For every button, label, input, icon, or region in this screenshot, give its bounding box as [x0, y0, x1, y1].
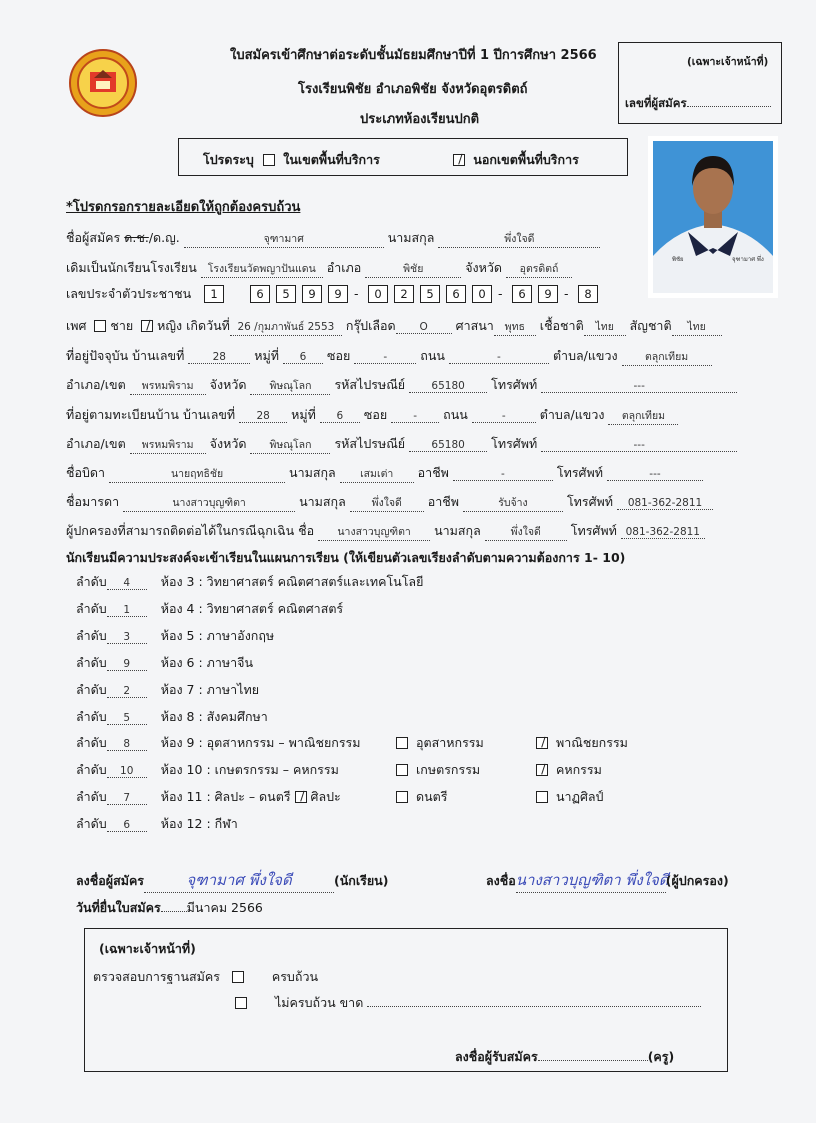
office-use-title: (เฉพาะเจ้าหน้าที่) — [99, 941, 196, 956]
id-digit[interactable]: 2 — [394, 285, 414, 303]
plan-option — [396, 760, 480, 780]
current-address-row1: ที่อยู่ปัจจุบัน บ้านเลขที่ 28 หมู่ที่ 6 ซอย - ถนน - ตำบล/แขวง ตลุกเทียม — [66, 346, 712, 366]
order-label: ลำดับ — [76, 735, 107, 751]
plan-option-label: อุตสาหกรรม — [416, 735, 484, 751]
order-label: ลำดับ — [76, 627, 107, 643]
order-label: ลำดับ — [76, 762, 107, 778]
plan-option — [536, 733, 628, 753]
in-zone-label: ในเขตพื้นที่บริการ — [283, 152, 380, 167]
school-name: โรงเรียนพิชัย อำเภอพิชัย จังหวัดอุตรดิตถ์ — [298, 82, 528, 97]
religion-field[interactable]: พุทธ — [494, 318, 536, 336]
plan-option-checkbox[interactable] — [396, 791, 408, 803]
plan-option-checkbox[interactable] — [396, 764, 408, 776]
first-name-field[interactable]: จุฑามาศ — [184, 230, 384, 248]
guardian-phone-field[interactable]: 081-362-2811 — [621, 526, 705, 539]
study-plan-row — [76, 653, 253, 673]
order-label: ลำดับ — [76, 681, 107, 697]
reg-subdistrict-field[interactable]: ตลุกเทียม — [608, 407, 678, 425]
id-digit[interactable]: 6 — [250, 285, 270, 303]
national-id-digits[interactable] — [204, 286, 604, 301]
current-moo-field[interactable]: 6 — [283, 351, 323, 364]
rank-field[interactable]: 7 — [107, 792, 147, 805]
id-digit[interactable]: 6 — [446, 285, 466, 303]
reg-province-field[interactable]: พิษณุโลก — [250, 436, 330, 454]
registered-address-row2: อำเภอ/เขต พรหมพิราม จังหวัด พิษณุโลก รหัสไปรษณีย์ 65180 โทรศัพท์ --- — [66, 434, 737, 454]
reg-moo-field[interactable]: 6 — [320, 410, 360, 423]
room-label: ห้อง 4 : วิทยาศาสตร์ คณิตศาสตร์ — [160, 600, 344, 616]
order-label: ลำดับ — [76, 574, 107, 589]
guardian-signature-row: ลงชื่อนางสาวบุญฑิตา พึ่งใจดี(ผู้ปกครอง) — [486, 868, 729, 893]
receiver-signature-row: ลงชื่อผู้รับสมัคร (ครู) — [455, 1049, 675, 1064]
submission-day-field[interactable] — [161, 911, 187, 912]
national-id-row: เลขประจำตัวประชาชน 1 6 5 9 9 - 0 2 5 6 0 - 6 9 - 8 — [66, 284, 604, 304]
current-house-field[interactable]: 28 — [188, 351, 250, 364]
order-label: ลำดับ — [76, 708, 107, 724]
study-plan-row — [76, 733, 361, 753]
room-label: ห้อง 10 : เกษตรกรรม – คหกรรม — [160, 762, 339, 778]
mother-row: ชื่อมารดา นางสาวบุญฑิตา นามสกุล พึ่งใจดี อาชีพ รับจ้าง โทรศัพท์ 081-362-2811 — [66, 492, 713, 512]
room-label: ห้อง 8 : สังคมศึกษา — [160, 708, 268, 724]
plan-option — [396, 787, 448, 807]
option-label: ศิลปะ — [310, 789, 341, 805]
id-separator: - — [563, 286, 569, 301]
rank-field[interactable]: 8 — [107, 738, 147, 751]
prev-district-field[interactable]: พิชัย — [365, 260, 461, 278]
out-zone-checkbox[interactable] — [453, 154, 465, 166]
rank-field[interactable]: 10 — [107, 765, 147, 778]
mother-name-field[interactable]: นางสาวบุญฑิตา — [123, 494, 295, 512]
room-label: ห้อง 5 : ภาษาอังกฤษ — [160, 627, 275, 643]
current-zip-field[interactable]: 65180 — [409, 380, 487, 393]
room-label: ห้อง 6 : ภาษาจีน — [160, 654, 254, 670]
plan-option-label: นาฏศิลป์ — [556, 789, 604, 805]
room-label: ห้อง 11 : ศิลปะ – ดนตรี — [160, 789, 291, 805]
study-plan-row — [76, 599, 343, 619]
mother-phone-field[interactable]: 081-362-2811 — [617, 497, 713, 510]
blood-field[interactable]: O — [396, 321, 452, 334]
guardian-surname-field[interactable]: พึ่งใจดี — [485, 523, 567, 541]
id-digit[interactable]: 9 — [302, 285, 322, 303]
dob-field[interactable]: 26 /กุมภาพันธ์ 2553 — [230, 318, 342, 336]
study-plan-row — [76, 814, 238, 834]
rank-field[interactable]: 9 — [107, 658, 147, 671]
application-number-label: เลขที่ผู้สมัคร — [625, 95, 771, 113]
out-zone-label: นอกเขตพื้นที่บริการ — [473, 152, 579, 167]
plan-option-checkbox[interactable] — [396, 737, 408, 749]
guardian-name-field[interactable]: นางสาวบุญฑิตา — [318, 523, 430, 541]
study-plan-row — [76, 787, 341, 807]
id-digit[interactable]: 0 — [368, 285, 388, 303]
office-check-row: ตรวจสอบการฐานสมัคร ครบถ้วน — [93, 969, 319, 984]
rank-field[interactable]: 1 — [107, 604, 147, 617]
room-label: ห้อง 3 : วิทยาศาสตร์ คณิตศาสตร์และเทคโนโลยี — [160, 574, 424, 589]
room-label: ห้อง 7 : ภาษาไทย — [160, 681, 260, 697]
id-digit[interactable]: 0 — [472, 285, 492, 303]
plan-option-checkbox[interactable] — [536, 764, 548, 776]
art-checkbox[interactable] — [295, 791, 307, 803]
office-header-box — [618, 42, 782, 124]
receiver-signature[interactable] — [538, 1060, 648, 1061]
zone-prompt: โปรดระบุ ในเขตพื้นที่บริการ นอกเขตพื้นที่บริการ — [203, 152, 579, 167]
rank-field[interactable]: 5 — [107, 712, 147, 725]
study-plan-row — [76, 626, 274, 646]
incomplete-checkbox[interactable] — [235, 997, 247, 1009]
plan-option-checkbox[interactable] — [536, 737, 548, 749]
missing-items-field[interactable] — [367, 1006, 701, 1007]
rank-field[interactable]: 2 — [107, 685, 147, 698]
guardian-row: ผู้ปกครองที่สามารถติดต่อได้ในกรณีฉุกเฉิน ชื่อ นางสาวบุญฑิตา นามสกุล พึ่งใจดี โทรศัพท์ 081-362-2811 — [66, 521, 705, 541]
reg-house-field[interactable]: 28 — [239, 410, 287, 423]
order-label: ลำดับ — [76, 816, 107, 832]
order-label: ลำดับ — [76, 654, 107, 670]
id-separator: - — [353, 286, 359, 301]
id-separator: - — [497, 286, 503, 301]
applicant-name-row: ชื่อผู้สมัคร ด.ช./ด.ญ. จุฑามาศ นามสกุล พึ่งใจดี — [66, 228, 600, 248]
office-header-label: (เฉพาะเจ้าหน้าที่) — [687, 56, 769, 68]
reg-soi-field[interactable]: - — [391, 410, 439, 423]
plan-option-checkbox[interactable] — [536, 791, 548, 803]
plan-option — [396, 733, 484, 753]
mother-surname-field[interactable]: พึ่งใจดี — [350, 494, 424, 512]
room-label: ห้อง 12 : กีฬา — [160, 816, 238, 832]
study-plan-heading: นักเรียนมีความประสงค์จะเข้าเรียนในแผนการเรียน (ให้เขียนตัวเลขเรียงลำดับตามความต้องการ 1- 10) — [66, 550, 626, 565]
plan-option — [536, 760, 602, 780]
current-province-field[interactable]: พิษณุโลก — [250, 377, 330, 395]
photo-badge-right: จุฑามาศ พึ่ง — [732, 256, 764, 263]
reg-road-field[interactable]: - — [472, 410, 536, 423]
plan-option-label: เกษตรกรรม — [416, 762, 481, 778]
father-row: ชื่อบิดา นายฤทธิชัย นามสกุล เสมเต่า อาชีพ - โทรศัพท์ --- — [66, 463, 703, 483]
plan-option-label: ดนตรี — [416, 789, 448, 805]
study-plan-row — [76, 680, 259, 700]
school-logo — [68, 48, 138, 118]
current-phone-field[interactable]: --- — [541, 380, 737, 393]
order-label: ลำดับ — [76, 789, 107, 805]
female-checkbox[interactable] — [141, 320, 153, 332]
study-plan-row — [76, 707, 268, 727]
previous-school-field[interactable]: โรงเรียนวัดพญาปันแดน — [201, 260, 323, 278]
current-address-row2: อำเภอ/เขต พรหมพิราม จังหวัด พิษณุโลก รหัสไปรษณีย์ 65180 โทรศัพท์ --- — [66, 375, 737, 395]
reg-zip-field[interactable]: 65180 — [409, 439, 487, 452]
id-digit[interactable]: 9 — [328, 285, 348, 303]
id-digit[interactable]: 6 — [512, 285, 532, 303]
current-subdistrict-field[interactable]: ตลุกเทียม — [622, 348, 712, 366]
instruction: *โปรดกรอกรายละเอียดให้ถูกต้องครบถ้วน — [66, 200, 301, 215]
office-incomplete-row: ไม่ครบถ้วน ขาด — [235, 993, 701, 1013]
order-label: ลำดับ — [76, 600, 107, 616]
registered-address-row1: ที่อยู่ตามทะเบียนบ้าน บ้านเลขที่ 28 หมู่ที่ 6 ซอย - ถนน - ตำบล/แขวง ตลุกเทียม — [66, 405, 678, 425]
study-plan-row — [76, 760, 339, 780]
application-number-field[interactable] — [687, 106, 771, 107]
id-digit[interactable]: 5 — [276, 285, 296, 303]
father-name-field[interactable]: นายฤทธิชัย — [109, 465, 285, 483]
current-road-field[interactable]: - — [449, 351, 549, 364]
in-zone-checkbox[interactable] — [263, 154, 275, 166]
mother-job-field[interactable]: รับจ้าง — [463, 494, 563, 512]
form-title: ใบสมัครเข้าศึกษาต่อระดับชั้นมัธยมศึกษาปีที่ 1 ปีการศึกษา 2566 — [230, 48, 597, 63]
photo-badge-left: พิชัย — [672, 256, 684, 263]
submission-date-row: วันที่ยื่นใบสมัคร มีนาคม 2566 — [76, 900, 263, 915]
father-surname-field[interactable]: เสมเต่า — [340, 465, 414, 483]
applicant-signature[interactable]: จุฑามาศ พึ่งใจดี — [144, 868, 334, 893]
guardian-signature[interactable]: นางสาวบุญฑิตา พึ่งใจดี — [516, 868, 666, 893]
father-phone-field[interactable]: --- — [607, 468, 703, 481]
applicant-signature-row: ลงชื่อผู้สมัคร จุฑามาศ พึ่งใจดี (นักเรียน) — [76, 868, 388, 893]
rank-field[interactable]: 3 — [107, 631, 147, 644]
rank-field[interactable]: 6 — [107, 819, 147, 832]
current-district-field[interactable]: พรหมพิราม — [130, 377, 206, 395]
male-checkbox[interactable] — [94, 320, 106, 332]
id-digit[interactable]: 9 — [538, 285, 558, 303]
plan-option-label: พาณิชยกรรม — [556, 735, 628, 751]
nationality-field[interactable]: ไทย — [672, 318, 722, 336]
father-job-field[interactable]: - — [453, 468, 553, 481]
study-plan-row — [76, 572, 423, 592]
class-type: ประเภทห้องเรียนปกติ — [360, 112, 480, 127]
race-field[interactable]: ไทย — [584, 318, 626, 336]
office-use-box — [84, 928, 728, 1072]
plan-option-label: คหกรรม — [556, 762, 602, 778]
complete-checkbox[interactable] — [232, 971, 244, 983]
reg-district-field[interactable]: พรหมพิราม — [130, 436, 206, 454]
room-label: ห้อง 9 : อุตสาหกรรม – พาณิชยกรรม — [160, 735, 361, 751]
id-digit[interactable]: 5 — [420, 285, 440, 303]
personal-info-row: เพศ ชาย หญิง เกิดวันที่ 26 /กุมภาพันธ์ 2553 กรุ๊ปเลือด O ศาสนา พุทธ เชื้อชาติ ไทย สัญชาติ ไทย — [66, 316, 722, 336]
plan-option — [536, 787, 604, 807]
reg-phone-field[interactable]: --- — [541, 439, 737, 452]
current-soi-field[interactable]: - — [354, 351, 416, 364]
id-digit[interactable]: 8 — [578, 285, 598, 303]
zone-selection-box — [178, 138, 628, 176]
prev-province-field[interactable]: อุตรดิตถ์ — [506, 260, 572, 278]
id-digit[interactable]: 1 — [204, 285, 224, 303]
rank-field[interactable]: 4 — [107, 577, 147, 590]
previous-school-row: เดิมเป็นนักเรียนโรงเรียน โรงเรียนวัดพญาปันแดน อำเภอ พิชัย จังหวัด อุตรดิตถ์ — [66, 258, 572, 278]
surname-field[interactable]: พึ่งใจดี — [438, 230, 600, 248]
applicant-photo — [648, 136, 778, 298]
